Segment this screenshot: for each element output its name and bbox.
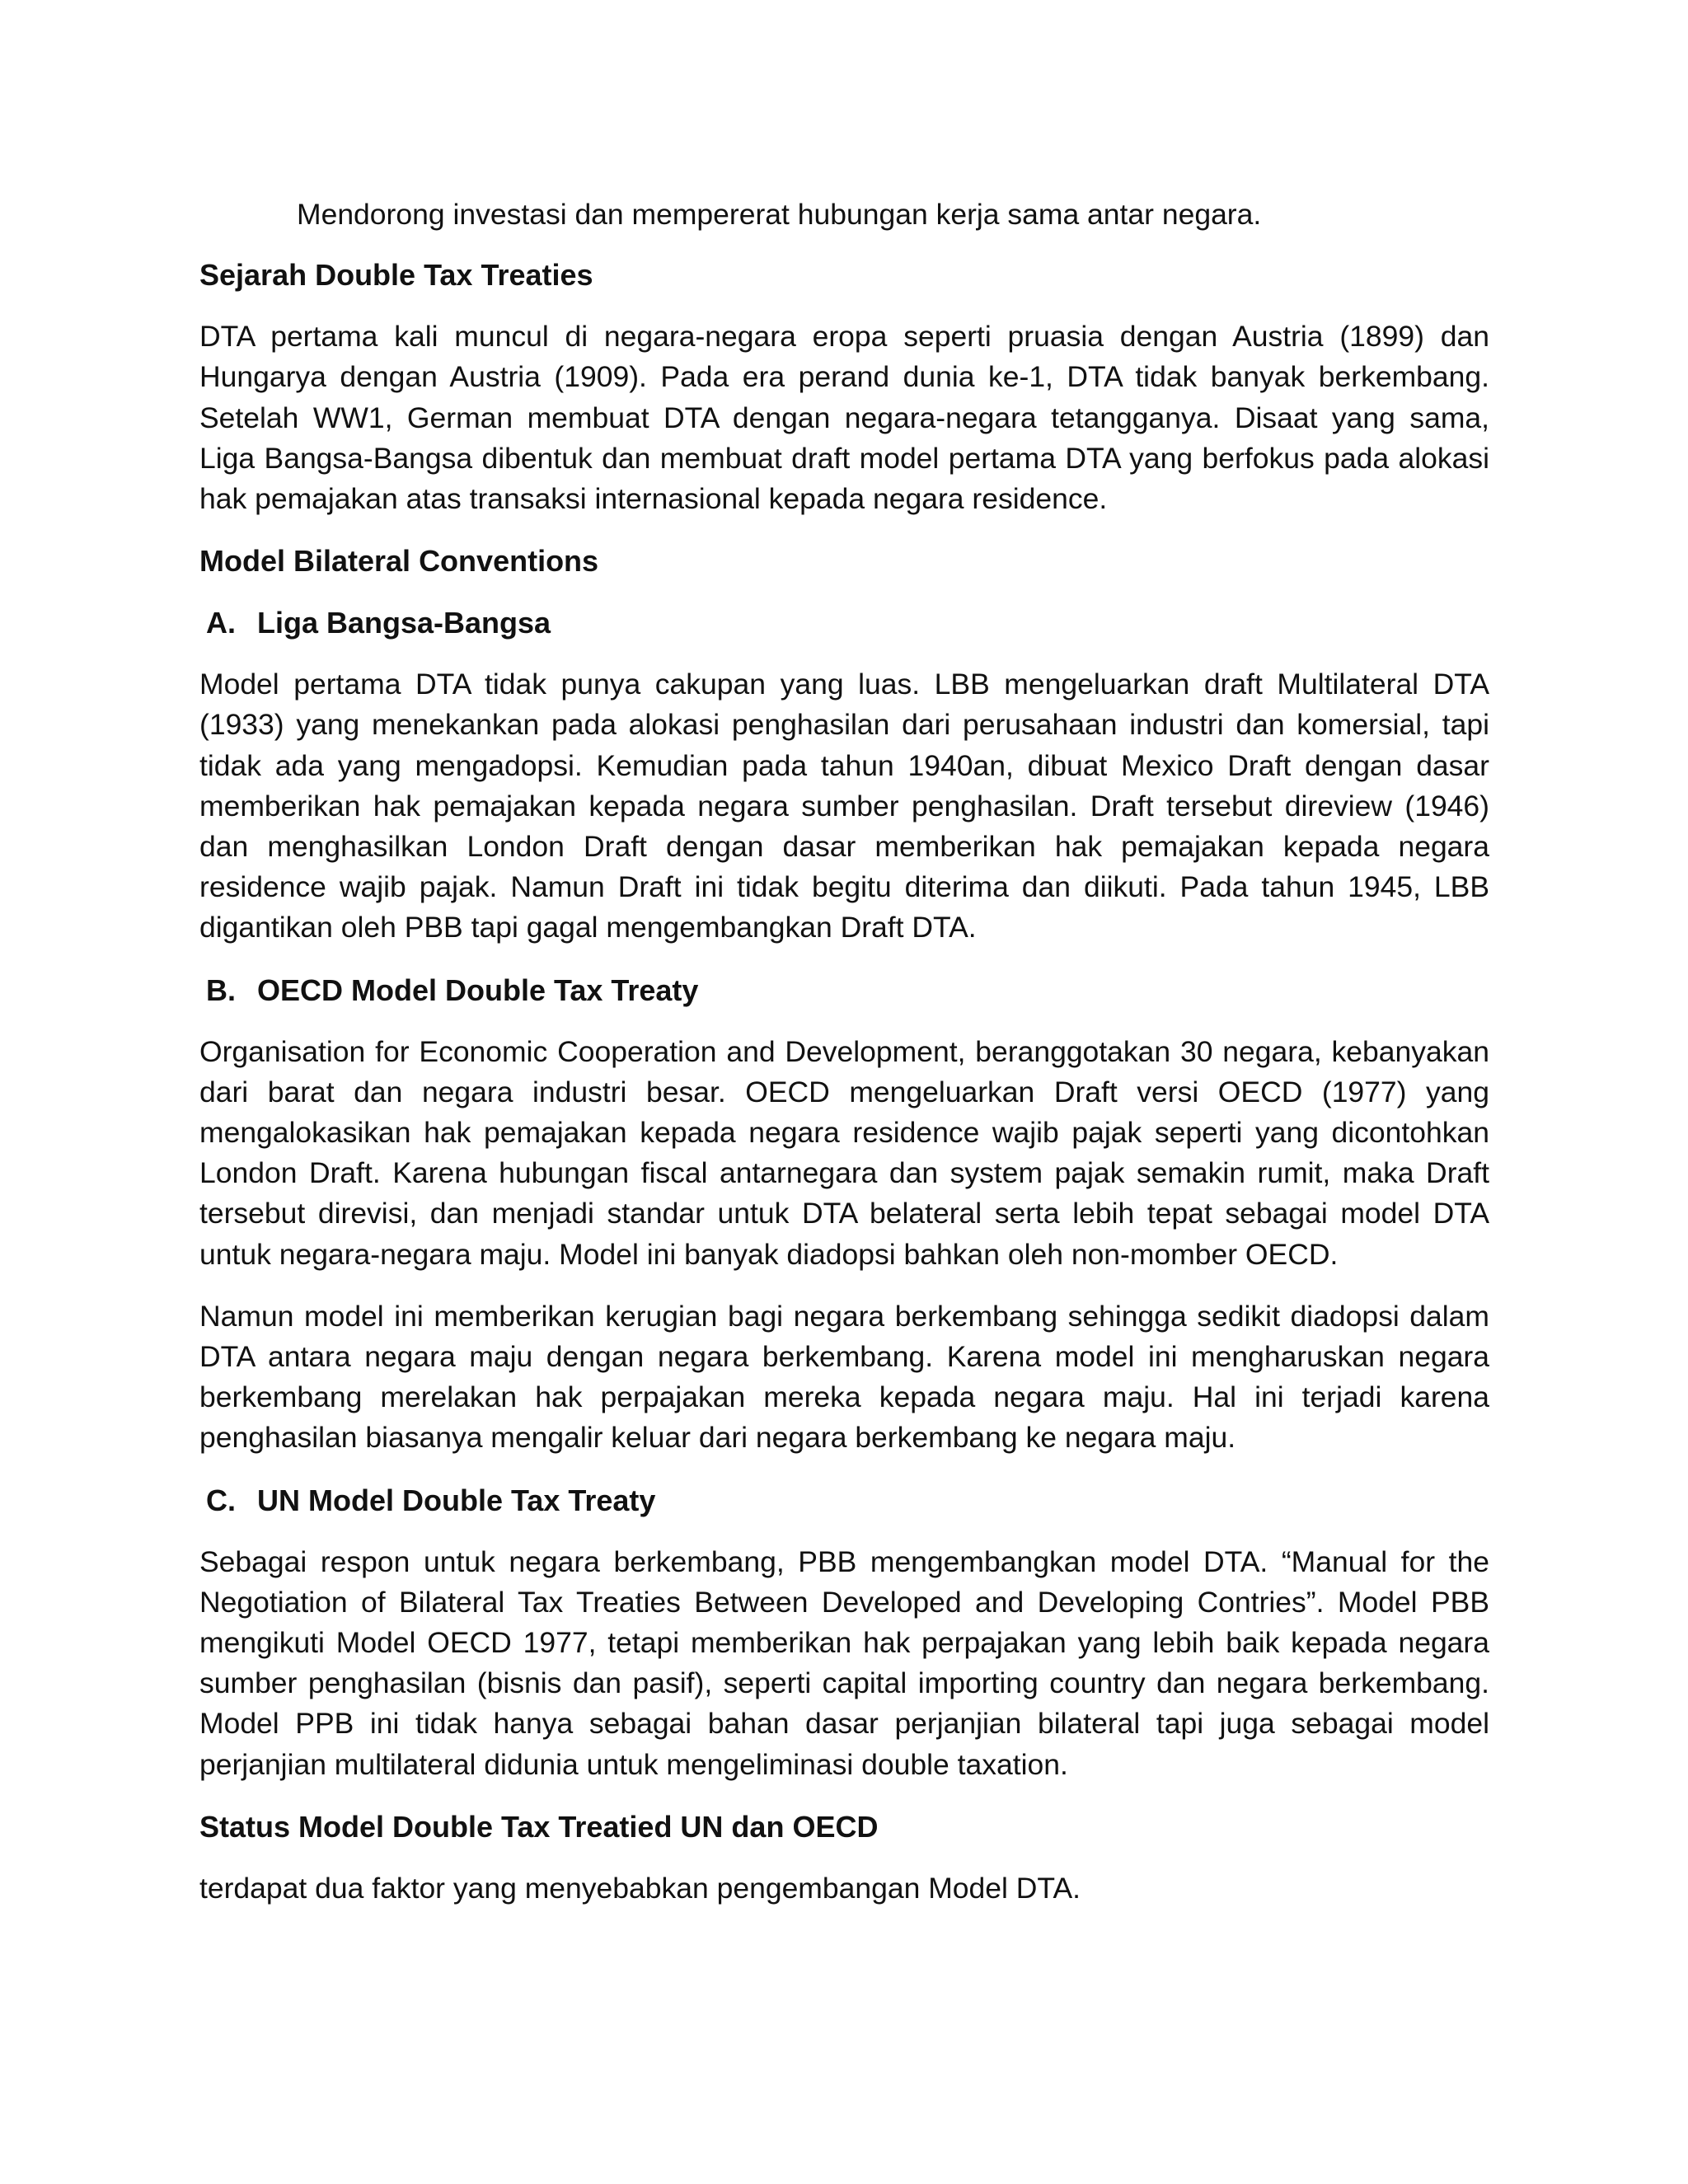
list-marker-b: B.: [206, 972, 236, 1007]
subheading-un-model: [199, 1480, 1489, 1521]
heading-model-bilateral: Model Bilateral Conventions: [199, 544, 599, 579]
subheading-oecd-model-title: OECD Model Double Tax Treaty: [257, 972, 699, 1007]
paragraph-oecd-1: Organisation for Economic Cooperation and Development, beranggotakan 30 negara, kebanyakan dari barat dan negara industri besar. OECD mengeluarkan Draft versi OECD (1977) yang mengalokasikan hak pemajakan kepada negara residence wajib pajak seperti yang dicontohkan London Draft. Karena hubungan fiscal antarnegara dan system pajak semakin rumit, maka Draft tersebut direvisi, dan menjadi standar untuk DTA belateral serta lebih tepat sebagai model DTA untuk negara-negara maju. Model ini banyak diadopsi bahkan oleh non-momber OECD.: [199, 1034, 1489, 1271]
subheading-liga-bangsa: [199, 602, 1489, 643]
heading-sejarah: Sejarah Double Tax Treaties: [199, 258, 593, 293]
paragraph-liga-bangsa: Model pertama DTA tidak punya cakupan yang luas. LBB mengeluarkan draft Multilateral DTA (1933) yang menekankan pada alokasi penghasilan dari perusahaan industri dan komersial, tapi tidak ada yang mengadopsi. Kemudian pada tahun 1940an, dibuat Mexico Draft dengan dasar memberikan hak pemajakan kepada negara sumber penghasilan. Draft tersebut direview (1946) dan menghasilkan London Draft dengan dasar memberikan hak pemajakan kepada negara residence wajib pajak. Namun Draft ini tidak begitu diterima dan diikuti. Pada tahun 1945, LBB digantikan oleh PBB tapi gagal mengembangkan Draft DTA.: [199, 668, 1489, 944]
paragraph-oecd-2: Namun model ini memberikan kerugian bagi negara berkembang sehingga sedikit diadopsi dalam DTA antara negara maju dengan negara berkembang. Karena model ini mengharuskan negara berkembang merelakan hak perpajakan mereka kepada negara maju. Hal ini terjadi karena penghasilan biasanya mengalir keluar dari negara berkembang ke negara maju.: [199, 1299, 1489, 1455]
document-body: [199, 194, 1489, 1909]
subheading-oecd-model: [199, 970, 1489, 1010]
subheading-liga-bangsa-title: Liga Bangsa-Bangsa: [257, 606, 551, 640]
list-marker-a: A.: [206, 606, 236, 640]
list-marker-c: C.: [206, 1483, 236, 1517]
subheading-un-model-title: UN Model Double Tax Treaty: [257, 1483, 656, 1517]
paragraph-un-model: Sebagai respon untuk negara berkembang, PBB mengembangkan model DTA. “Manual for the Negotiation of Bilateral Tax Treaties Between Developed and Developing Contries”. Model PBB mengikuti Model OECD 1977, tetapi memberikan hak perpajakan yang lebih baik kepada negara sumber penghasilan (bisnis dan pasif), seperti capital importing country dan negara berkembang. Model PPB ini tidak hanya sebagai bahan dasar perjanjian bilateral tapi juga sebagai model perjanjian multilateral didunia untuk mengeliminasi double taxation.: [199, 1544, 1489, 1781]
heading-status-model: Status Model Double Tax Treatied UN dan OECD: [199, 1809, 879, 1844]
intro-line: Mendorong investasi dan mempererat hubungan kerja sama antar negara.: [297, 198, 1262, 231]
paragraph-sejarah: DTA pertama kali muncul di negara-negara eropa seperti pruasia dengan Austria (1899) dan Hungarya dengan Austria (1909). Pada era perand dunia ke-1, DTA tidak banyak berkembang. Setelah WW1, German membuat DTA dengan negara-negara tetangganya. Disaat yang sama, Liga Bangsa-Bangsa dibentuk dan membuat draft model pertama DTA yang berfokus pada alokasi hak pemajakan atas transaksi internasional kepada negara residence.: [199, 320, 1489, 516]
paragraph-status-model: terdapat dua faktor yang menyebabkan pengembangan Model DTA.: [199, 1871, 1081, 1905]
